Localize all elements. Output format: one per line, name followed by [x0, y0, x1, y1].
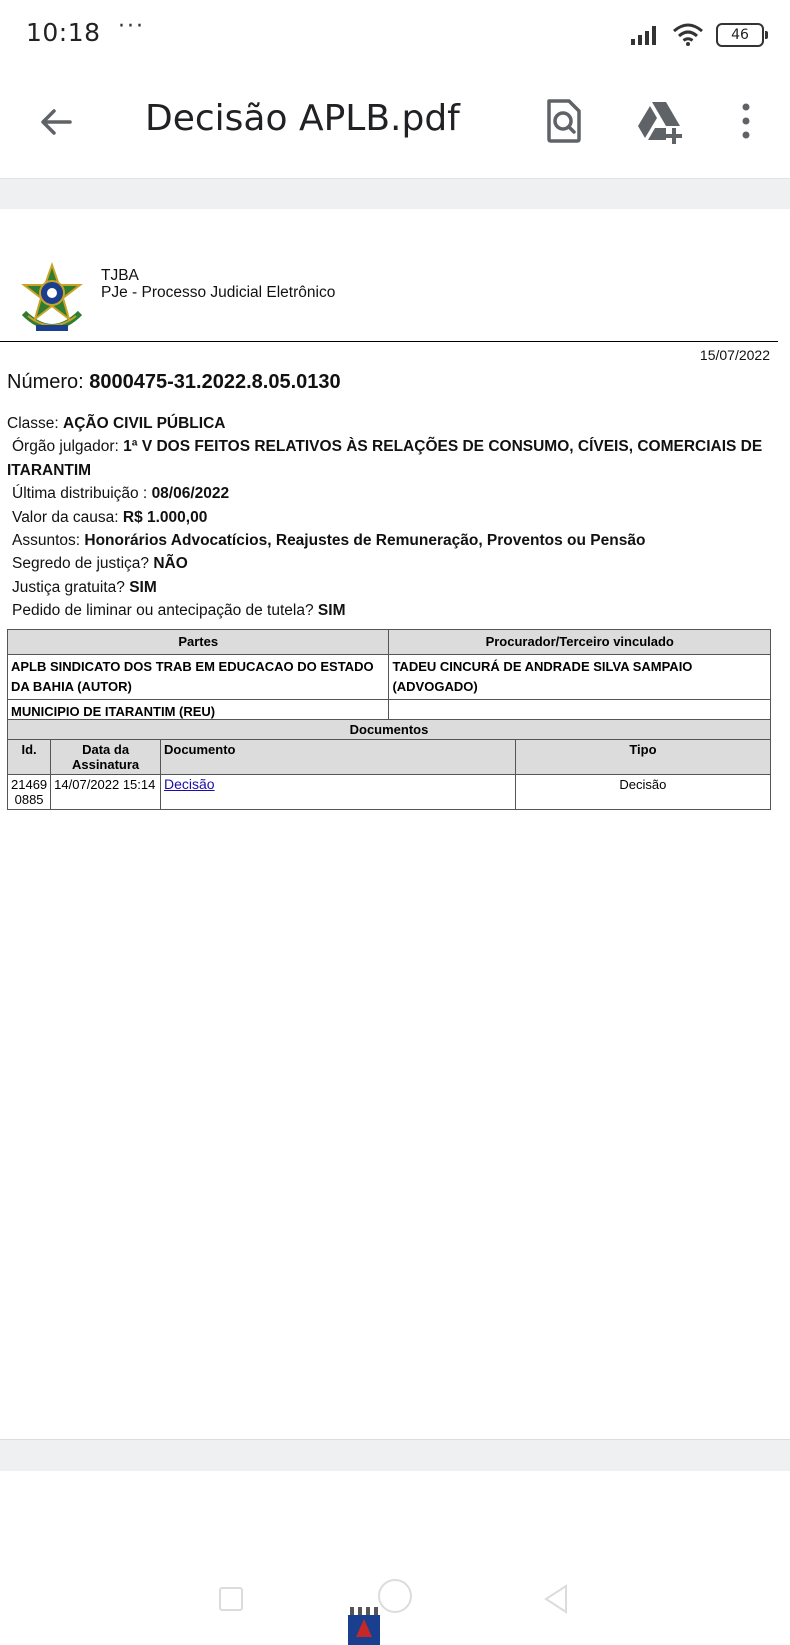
signal-icon: [630, 24, 660, 46]
status-icons: [630, 22, 764, 48]
distribuicao-row: [7, 482, 777, 505]
status-bar: [0, 0, 790, 70]
status-time: 10:18: [26, 18, 101, 47]
partes-table: [7, 629, 771, 725]
segredo-label: Segredo de justiça?: [12, 555, 150, 573]
data-assinatura-header: Data da Assinatura: [51, 740, 161, 775]
org-name: TJBA: [101, 267, 139, 284]
gratuita-row: [7, 576, 777, 599]
pdf-page[interactable]: [0, 209, 790, 1439]
classe-value: AÇÃO CIVIL PÚBLICA: [63, 415, 226, 432]
orgao-label: Órgão julgador:: [12, 438, 119, 456]
notification-dots: ···: [118, 14, 145, 39]
numero-label: Número:: [7, 371, 84, 393]
segredo-row: [7, 552, 777, 575]
tipo-header: Tipo: [515, 740, 770, 775]
table-cell: APLB SINDICATO DOS TRAB EM EDUCACAO DO ESTADO DA BAHIA (AUTOR): [8, 655, 389, 700]
wifi-icon: [672, 23, 704, 47]
numero-value: 8000475-31.2022.8.05.0130: [89, 371, 341, 393]
table-cell: 14/07/2022 15:14: [51, 775, 161, 810]
table-header-row: [8, 740, 771, 775]
table-cell: MUNICIPIO DE ITARANTIM (REU): [8, 700, 389, 725]
table-header-row: [8, 630, 771, 655]
process-metadata: [7, 412, 777, 623]
home-icon[interactable]: [379, 1580, 411, 1612]
documento-header: Documento: [161, 740, 516, 775]
battery-icon: [716, 23, 764, 47]
battery-level: 46: [731, 27, 749, 43]
app-toolbar: [0, 70, 790, 179]
process-number: [7, 371, 341, 394]
gratuita-label: Justiça gratuita?: [12, 578, 125, 596]
liminar-label: Pedido de liminar ou antecipação de tutela?: [12, 602, 314, 620]
liminar-row: [7, 599, 777, 622]
add-to-drive-icon[interactable]: [636, 100, 686, 144]
more-options-icon[interactable]: [736, 100, 756, 144]
classe-row: [7, 412, 777, 435]
assuntos-row: [7, 529, 777, 552]
document-link[interactable]: Decisão: [164, 776, 215, 792]
valor-row: [7, 506, 777, 529]
table-title-row: [8, 720, 771, 740]
brazil-coat-of-arms-icon: [16, 261, 88, 337]
page-separator: [0, 179, 790, 209]
orgao-row: [7, 435, 777, 482]
search-in-document-icon[interactable]: [544, 98, 584, 144]
liminar-value: SIM: [317, 602, 346, 620]
table-cell: 21469 0885: [8, 775, 51, 810]
documentos-title: Documentos: [8, 720, 771, 740]
segredo-value: NÃO: [153, 555, 188, 573]
table-cell: Decisão: [515, 775, 770, 810]
recent-apps-icon[interactable]: [220, 1588, 242, 1610]
gratuita-value: SIM: [129, 578, 157, 596]
partes-header: Partes: [8, 630, 389, 655]
document-date: 15/07/2022: [699, 347, 770, 363]
organization-header: [101, 267, 335, 301]
distribuicao-label: Última distribuição :: [12, 485, 148, 503]
distribuicao-value: 08/06/2022: [151, 485, 230, 503]
org-subtitle: PJe - Processo Judicial Eletrônico: [101, 284, 336, 301]
assuntos-value: Honorários Advocatícios, Reajustes de Remuneração, Proventos ou Pensão: [84, 532, 646, 550]
id-header: Id.: [8, 740, 51, 775]
back-arrow-icon[interactable]: [36, 102, 76, 142]
assuntos-label: Assuntos:: [12, 532, 81, 550]
table-row: [8, 655, 771, 700]
system-navigation-bar: [0, 1560, 790, 1630]
table-row: [8, 775, 771, 810]
valor-value: R$ 1.000,00: [122, 508, 208, 526]
back-nav-icon[interactable]: [546, 1586, 566, 1612]
documentos-table: [7, 719, 771, 810]
classe-label: Classe:: [7, 415, 59, 432]
table-cell: TADEU CINCURÁ DE ANDRADE SILVA SAMPAIO (ADVOGADO): [389, 655, 771, 700]
table-cell: [161, 775, 516, 810]
orgao-value: 1ª V DOS FEITOS RELATIVOS ÀS RELAÇÕES DE CONSUMO, CÍVEIS, COMERCIAIS DE ITARANTIM: [7, 438, 763, 479]
document-title: Decisão APLB.pdf: [145, 98, 460, 139]
page-separator: [0, 1439, 790, 1472]
valor-label: Valor da causa:: [12, 508, 119, 526]
header-divider: [0, 341, 778, 342]
procurador-header: Procurador/Terceiro vinculado: [389, 630, 771, 655]
